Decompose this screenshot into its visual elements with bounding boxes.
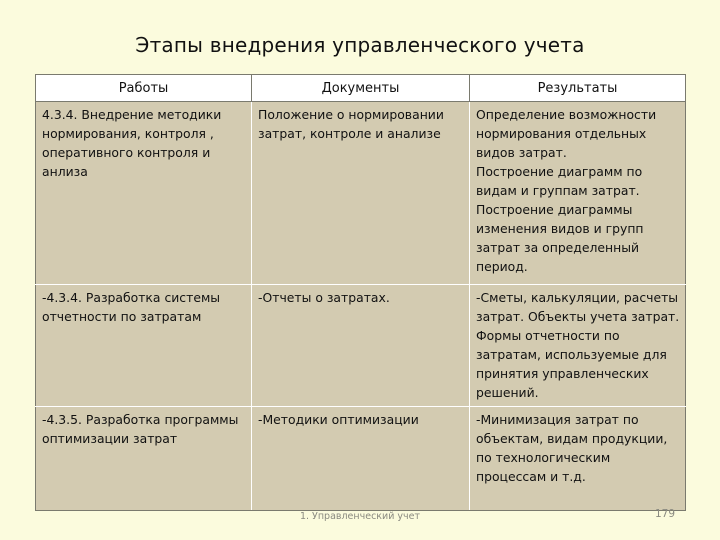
column-header-works: Работы bbox=[36, 75, 252, 102]
cell-results: Определение возможности нормирования отдельных видов затрат. Построение диаграмм по видам и группам затрат. Построение диаграммы изменения видов и групп затрат за определенный период. bbox=[470, 102, 686, 285]
footer-section-label: 1. Управленческий учет bbox=[299, 511, 421, 522]
table-header-row bbox=[36, 75, 686, 102]
page-number: 179 bbox=[654, 508, 675, 520]
table-row bbox=[36, 285, 686, 407]
column-header-documents: Документы bbox=[252, 75, 470, 102]
table-row bbox=[36, 102, 686, 285]
page-title: Этапы внедрения управленческого учета bbox=[135, 33, 585, 57]
cell-works: -4.3.5. Разработка программы оптимизации затрат bbox=[36, 407, 252, 511]
cell-works: -4.3.4. Разработка системы отчетности по затратам bbox=[36, 285, 252, 407]
cell-results: -Минимизация затрат по объектам, видам продукции, по технологическим процессам и т.д. bbox=[470, 407, 686, 511]
column-header-results: Результаты bbox=[470, 75, 686, 102]
cell-works: 4.3.4. Внедрение методики нормирования, контроля , оперативного контроля и анлиза bbox=[36, 102, 252, 285]
cell-documents: Положение о нормировании затрат, контроле и анализе bbox=[252, 102, 470, 285]
stages-table bbox=[35, 74, 686, 511]
cell-documents: -Методики оптимизации bbox=[252, 407, 470, 511]
table-row bbox=[36, 407, 686, 511]
cell-documents: -Отчеты о затратах. bbox=[252, 285, 470, 407]
cell-results: -Сметы, калькуляции, расчеты затрат. Объекты учета затрат. Формы отчетности по затратам, используемые для принятия управленческих решений. bbox=[470, 285, 686, 407]
